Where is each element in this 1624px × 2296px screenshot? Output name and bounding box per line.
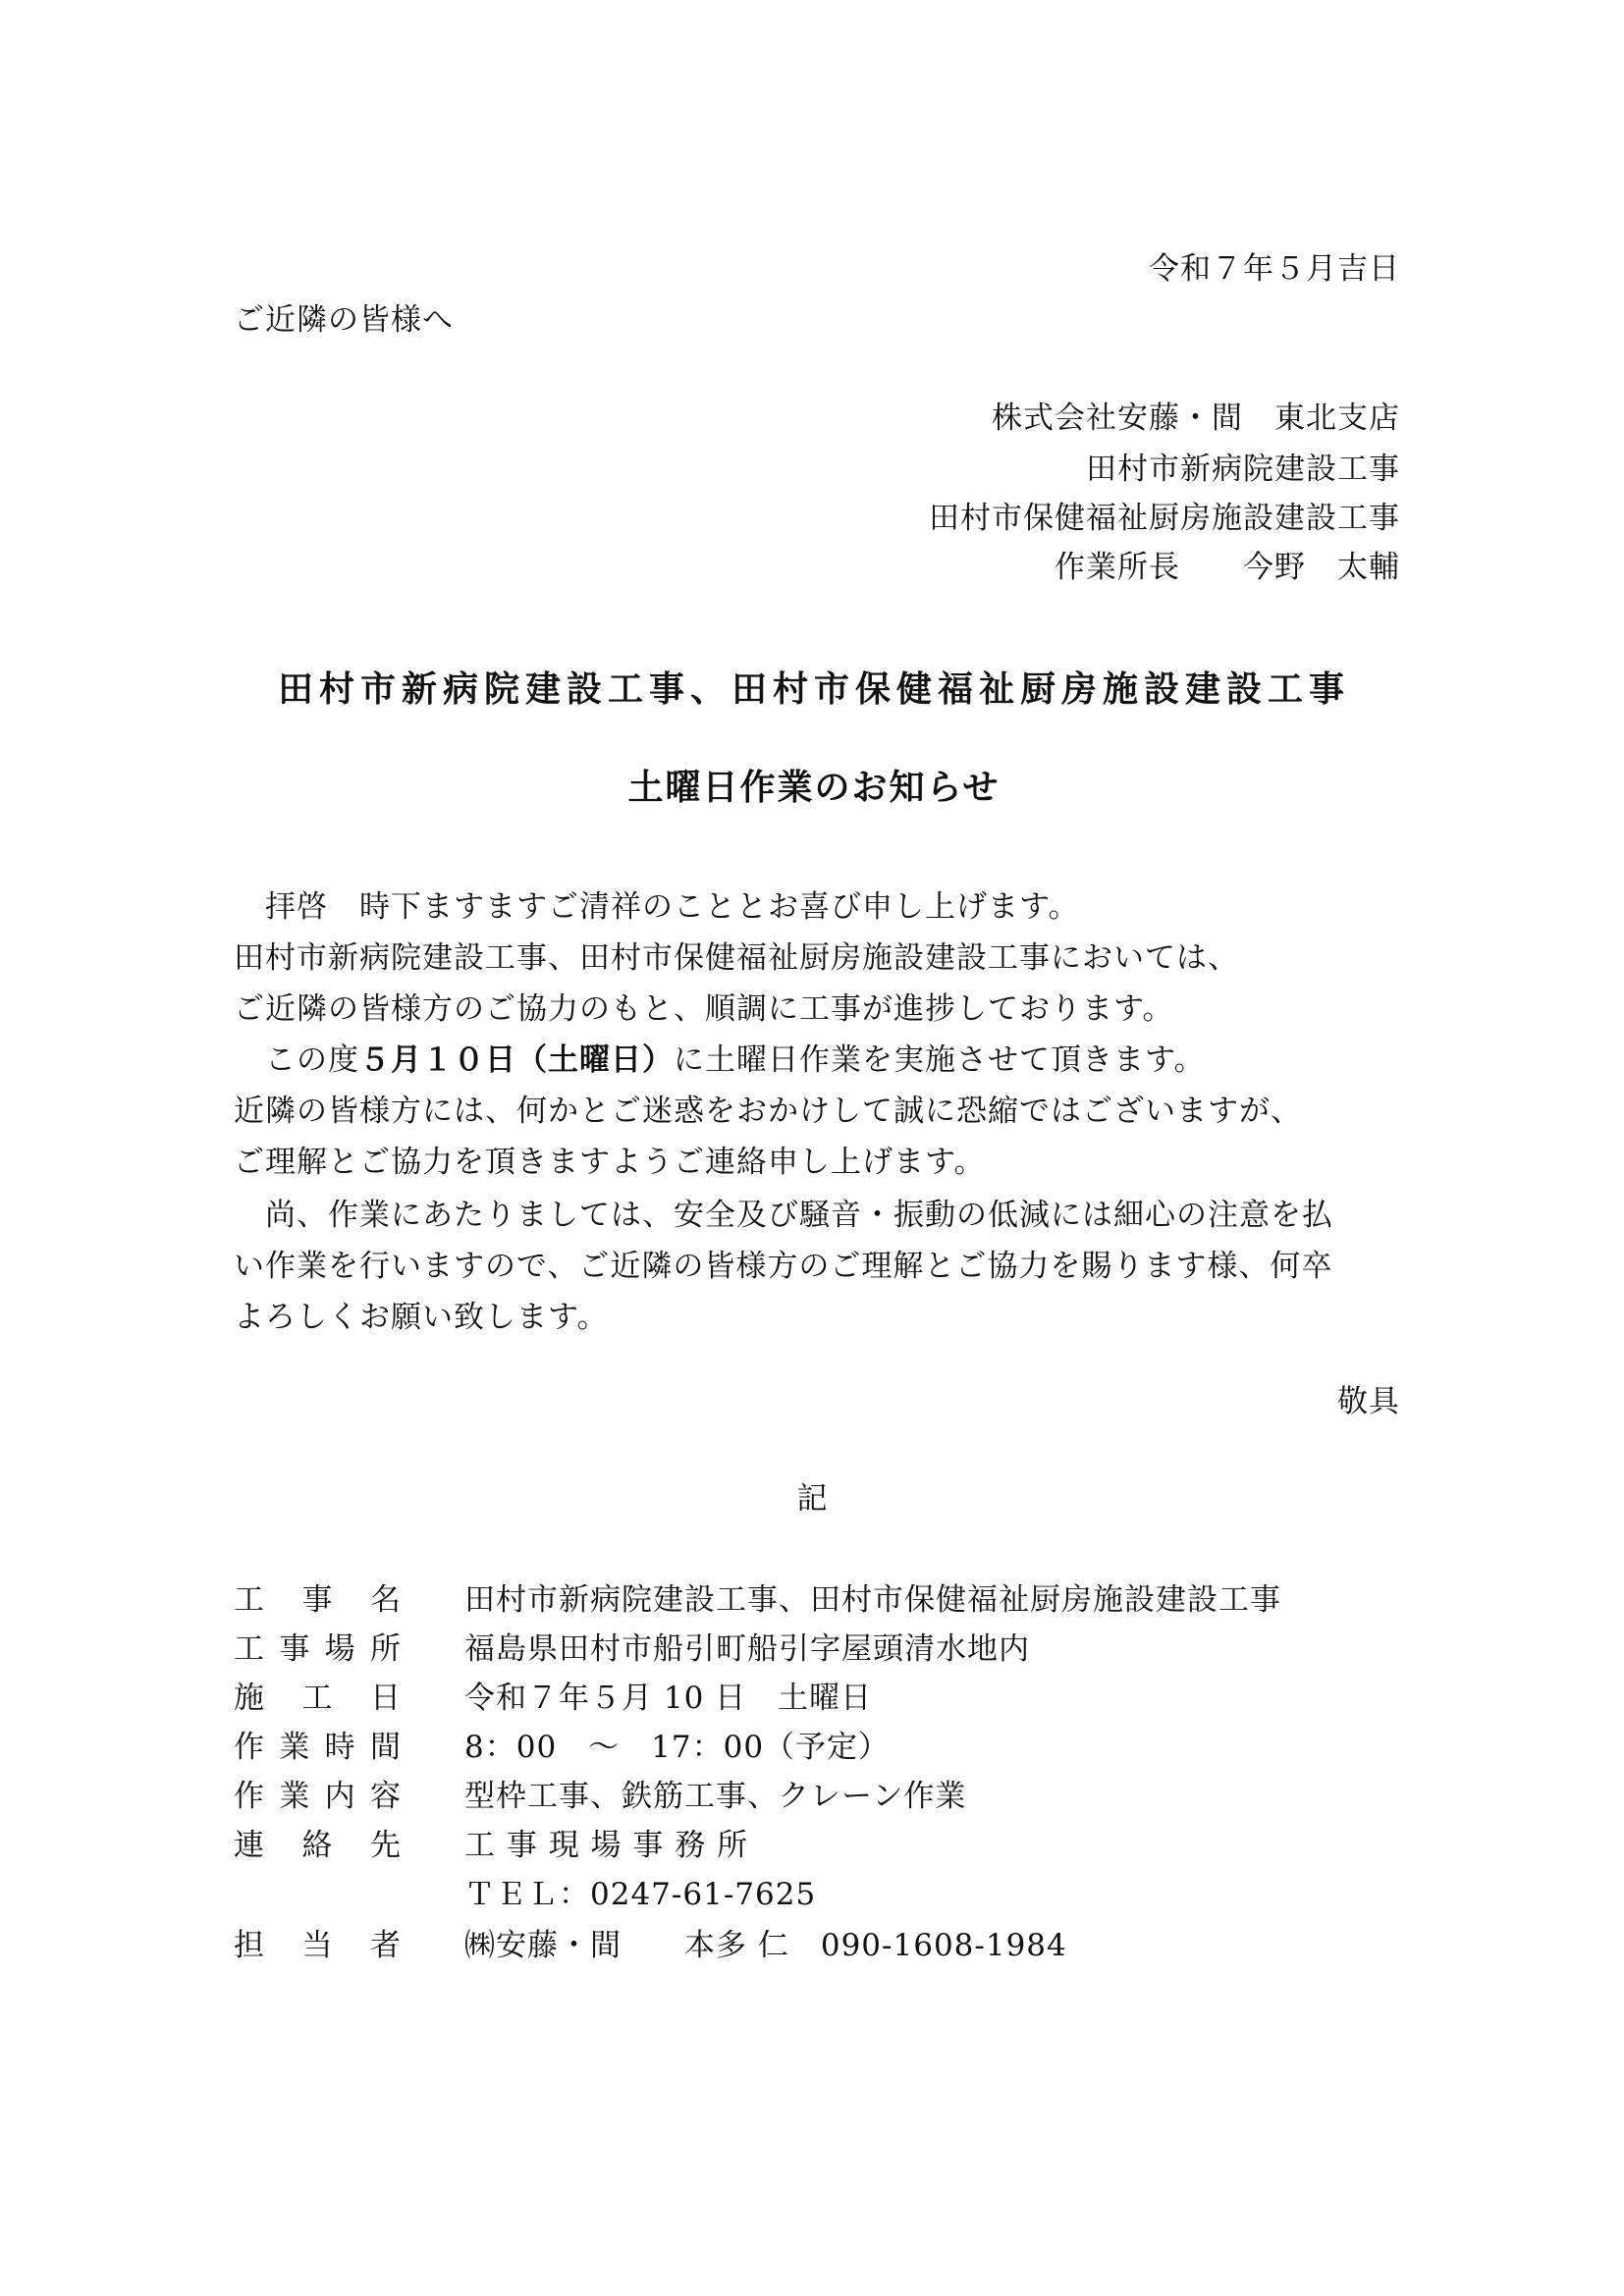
body-line-5: 近隣の皆様方には、何かとご迷惑をおかけして誠に恐縮ではございますが、 [234,1094,1302,1129]
detail-label: 作 業 内 容 [234,1779,401,1814]
notice-subtitle: 土曜日作業のお知らせ [627,768,1001,808]
detail-label: 工 事 名 [234,1582,401,1618]
detail-value: 工 事 現 場 事 務 所 [464,1828,749,1863]
body-line-4-pre: この度 [265,1042,359,1078]
closing-keigu: 敬具 [1337,1384,1400,1419]
detail-label: 施 工 日 [234,1681,401,1716]
body-line-4 [265,1041,1206,1080]
detail-label: 連 絡 先 [234,1828,401,1863]
body-line-1: 拝啓 時下ますますご清祥のこととお喜び申し上げます。 [265,889,1080,925]
issue-date: 令和７年５月吉日 [1149,251,1400,287]
detail-value: 型枠工事、鉄筋工事、クレーン作業 [464,1779,967,1814]
detail-value: 福島県田村市船引町船引字屋頭清水地内 [464,1631,1030,1667]
body-line-6: ご理解とご協力を頂きますようご連絡申し上げます。 [234,1145,986,1180]
sender-company: 株式会社安藤・間 東北支店 [992,400,1400,436]
sender-manager: 作業所長 今野 太輔 [1055,550,1400,585]
sender-project-2: 田村市保健福祉厨房施設建設工事 [929,501,1400,536]
body-line-9: よろしくお願い致します。 [234,1300,609,1335]
body-line-8: い作業を行いますので、ご近隣の皆様方のご理解とご協力を賜ります様、何卒 [234,1249,1333,1284]
detail-value: 令和７年５月 10 日 土曜日 [464,1681,873,1716]
detail-value: ㈱安藤・間 本多 仁 090-1608-1984 [464,1928,1067,1963]
detail-label: 担 当 者 [234,1928,401,1963]
sender-project-1: 田村市新病院建設工事 [1086,452,1400,487]
body-line-7: 尚、作業にあたりましては、安全及び騒音・振動の低減には細心の注意を払 [265,1198,1333,1233]
notice-title: 田村市新病院建設工事、田村市保健福祉厨房施設建設工事 [277,669,1350,710]
detail-value-phone: ＴＥＬ：0247-61-7625 [464,1877,817,1912]
detail-value: 田村市新病院建設工事、田村市保健福祉厨房施設建設工事 [464,1582,1281,1618]
body-line-2: 田村市新病院建設工事、田村市保健福祉厨房施設建設工事においては、 [234,940,1239,976]
detail-label: 工 事 場 所 [234,1631,401,1667]
addressee: ご近隣の皆様へ [234,302,454,338]
detail-value: 8：00 ～ 17：00（予定） [464,1730,891,1765]
body-line-3: ご近隣の皆様方のご協力のもと、順調に工事が進捗しております。 [234,991,1174,1027]
detail-label: 作 業 時 間 [234,1730,401,1765]
work-date-highlight: ５月１０日（土曜日） [359,1042,674,1078]
body-line-4-post: に土曜日作業を実施させて頂きます。 [674,1042,1206,1078]
ki-heading: 記 [796,1481,828,1517]
